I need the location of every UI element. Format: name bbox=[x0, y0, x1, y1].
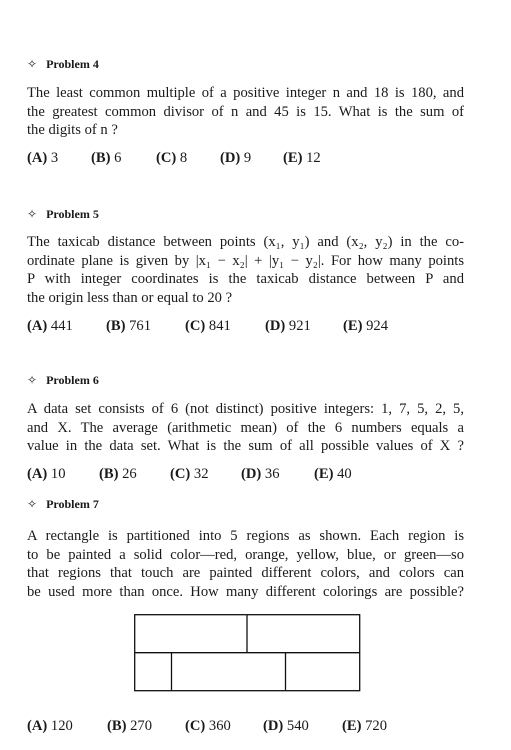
problem-5-choices bbox=[27, 318, 388, 335]
problem-5-heading bbox=[27, 207, 99, 222]
choice-c[interactable]: (C) 8 bbox=[156, 150, 188, 166]
problem-title: Problem 6 bbox=[46, 373, 99, 387]
choice-b[interactable]: (B) 270 bbox=[107, 718, 153, 734]
choice-a[interactable]: (A) 10 bbox=[27, 466, 66, 482]
choice-a[interactable]: (A) 120 bbox=[27, 718, 73, 734]
choice-c[interactable]: (C) 360 bbox=[185, 718, 231, 734]
choice-e[interactable]: (E) 720 bbox=[342, 718, 388, 734]
text-line: be used more than once. How many different colorings are possible? bbox=[27, 583, 464, 600]
problem-7-text bbox=[27, 527, 464, 601]
choice-e[interactable]: (E) 12 bbox=[283, 150, 321, 166]
choice-d[interactable]: (D) 9 bbox=[220, 150, 252, 166]
problem-6-heading bbox=[27, 373, 99, 388]
choice-a[interactable]: (A) 3 bbox=[27, 150, 59, 166]
problem-title: Problem 7 bbox=[46, 497, 99, 511]
diamond-star-icon: ✧ bbox=[27, 373, 38, 387]
text-line: that regions that touch are painted different colors, and colors can bbox=[27, 565, 464, 581]
text-line: A data set consists of 6 (not distinct) positive integers: 1, 7, 5, 2, 5, bbox=[27, 401, 464, 417]
choice-b[interactable]: (B) 26 bbox=[99, 466, 137, 482]
text-line: to be painted a solid color—red, orange, yellow, blue, or green—so bbox=[27, 546, 464, 563]
choice-d[interactable]: (D) 540 bbox=[263, 718, 309, 734]
text-line: the origin less than or equal to 20 ? bbox=[27, 289, 233, 306]
choice-e[interactable]: (E) 40 bbox=[314, 466, 352, 482]
choice-c[interactable]: (C) 32 bbox=[170, 466, 209, 482]
partitioned-rectangle-diagram bbox=[134, 614, 361, 692]
choice-d[interactable]: (D) 921 bbox=[265, 318, 311, 334]
problem-6-choices bbox=[27, 466, 352, 483]
text-line: the digits of n ? bbox=[27, 122, 118, 138]
text-line: the greatest common divisor of n and 45 is 15. What is the sum of bbox=[27, 103, 464, 120]
problem-4-text bbox=[27, 84, 464, 140]
text-line: and X. The average (arithmetic mean) of the 6 numbers equals a bbox=[27, 419, 464, 436]
text-line: The taxicab distance between points (x₁, y₁) and (x₂, y₂) in the co- bbox=[27, 234, 464, 250]
problem-title: Problem 5 bbox=[46, 207, 99, 221]
problem-6-text bbox=[27, 400, 464, 456]
diamond-star-icon: ✧ bbox=[27, 207, 38, 221]
problem-5-text bbox=[27, 233, 464, 307]
problem-4-choices bbox=[27, 150, 321, 167]
text-line: value in the data set. What is the sum of all possible values of X ? bbox=[27, 438, 464, 454]
text-line: The least common multiple of a positive integer n and 18 is 180, and bbox=[27, 85, 464, 101]
problem-7-heading bbox=[27, 497, 99, 512]
choice-a[interactable]: (A) 441 bbox=[27, 318, 73, 334]
problem-4-heading bbox=[27, 57, 99, 72]
choice-b[interactable]: (B) 761 bbox=[106, 318, 152, 334]
choice-d[interactable]: (D) 36 bbox=[241, 466, 280, 482]
problem-title: Problem 4 bbox=[46, 57, 99, 71]
problem-7-choices bbox=[27, 718, 387, 735]
text-line: ordinate plane is given by |x₁ − x₂| + |y₁ − y₂|. For how many points bbox=[27, 252, 464, 269]
choice-b[interactable]: (B) 6 bbox=[91, 150, 122, 166]
diamond-star-icon: ✧ bbox=[27, 57, 38, 71]
choice-c[interactable]: (C) 841 bbox=[185, 318, 231, 334]
diamond-star-icon: ✧ bbox=[27, 497, 38, 511]
text-line: A rectangle is partitioned into 5 regions as shown. Each region is bbox=[27, 528, 464, 544]
text-line: P with integer coordinates is the taxicab distance between P and bbox=[27, 271, 464, 287]
choice-e[interactable]: (E) 924 bbox=[343, 318, 389, 334]
